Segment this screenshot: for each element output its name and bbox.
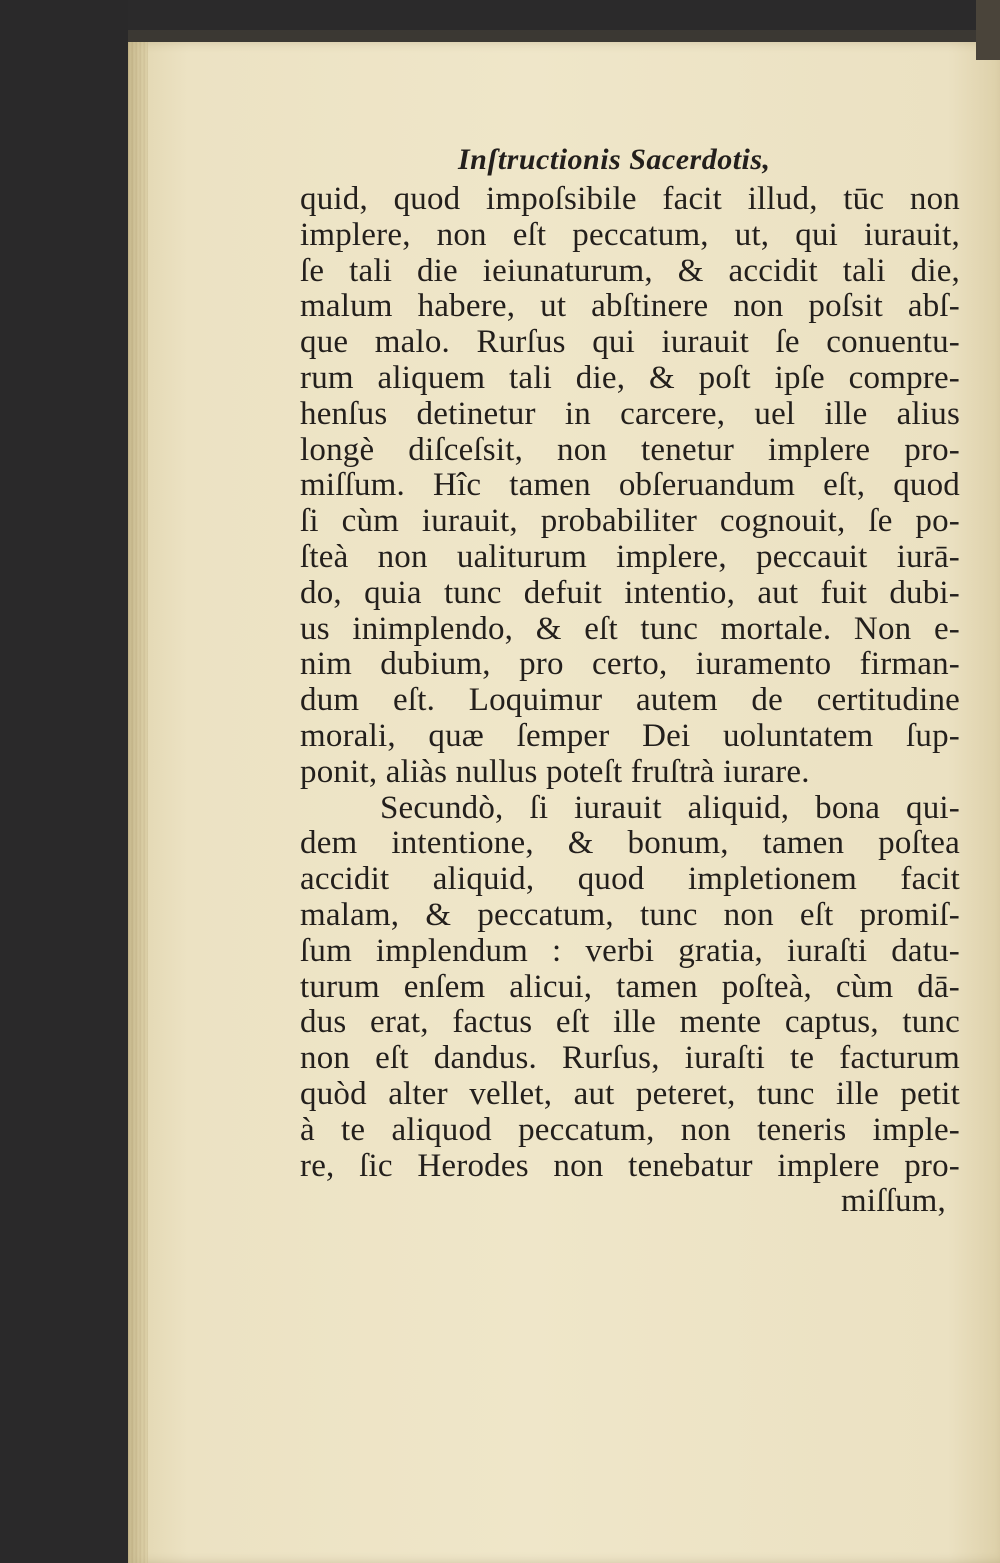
text-line: que malo. Rurſus qui iurauit ſe conuentu- [300, 324, 960, 361]
text-line: henſus detinetur in carcere, uel ille alius [300, 395, 960, 432]
text-line: quid, quod impoſsibile facit illud, tūc non [300, 181, 960, 217]
text-line-paragraph-start: Secundò, ſi iurauit aliquid, bona qui- [380, 789, 960, 826]
text-line: morali, quæ ſemper Dei uoluntatem ſup- [300, 717, 960, 754]
page-text-block [300, 138, 960, 1220]
text-line: do, quia tunc defuit intentio, aut fuit dubi- [300, 574, 960, 611]
text-line: accidit aliquid, quod impletionem facit [300, 861, 960, 898]
text-line: à te aliquod peccatum, non teneris imple- [300, 1111, 960, 1148]
text-line: longè diſceſsit, non tenetur implere pro- [300, 431, 960, 468]
text-line: dem intentione, & bonum, tamen poſtea [300, 825, 960, 862]
text-line: malum habere, ut abſtinere non poſsit abſ- [300, 288, 960, 325]
text-line: rum aliquem tali die, & poſt ipſe compre- [300, 359, 960, 396]
book-spine-corner [976, 0, 1000, 60]
running-header: Inſtructionis Sacerdotis, [458, 143, 771, 176]
catchword: miſſum, [841, 1183, 946, 1220]
text-line: dus erat, factus eſt ille mente captus, tunc [300, 1004, 960, 1041]
text-line: ſi cùm iurauit, probabiliter cognouit, ſe po- [300, 503, 960, 540]
text-line: dum eſt. Loquimur autem de certitudine [300, 682, 960, 719]
text-line: ponit, aliàs nullus poteſt fruſtrà iurare. [300, 753, 810, 790]
text-line: ſe tali die ieiunaturum, & accidit tali die, [300, 252, 960, 289]
text-line: quòd alter vellet, aut peteret, tunc ille petit [300, 1075, 960, 1112]
text-line: implere, non eſt peccatum, ut, qui iurauit, [300, 216, 960, 253]
text-line: ſteà non ualiturum implere, peccauit iurā- [300, 538, 960, 575]
text-line: malam, & peccatum, tunc non eſt promiſ- [300, 896, 960, 933]
text-line: turum enſem alicui, tamen poſteà, cùm dā- [300, 968, 960, 1005]
text-line: miſſum. Hîc tamen obſeruandum eſt, quod [300, 467, 960, 504]
page-gutter-edge [128, 42, 148, 1563]
text-line: re, ſic Herodes non tenebatur implere pro- [300, 1147, 960, 1184]
text-line: ſum implendum : verbi gratia, iuraſti datu- [300, 932, 960, 969]
text-line: nim dubium, pro certo, iuramento firman- [300, 646, 960, 683]
text-line: non eſt dandus. Rurſus, iuraſti te facturum [300, 1040, 960, 1077]
book-cover-left [0, 0, 128, 1563]
text-line: us inimplendo, & eſt tunc mortale. Non e- [300, 610, 960, 647]
